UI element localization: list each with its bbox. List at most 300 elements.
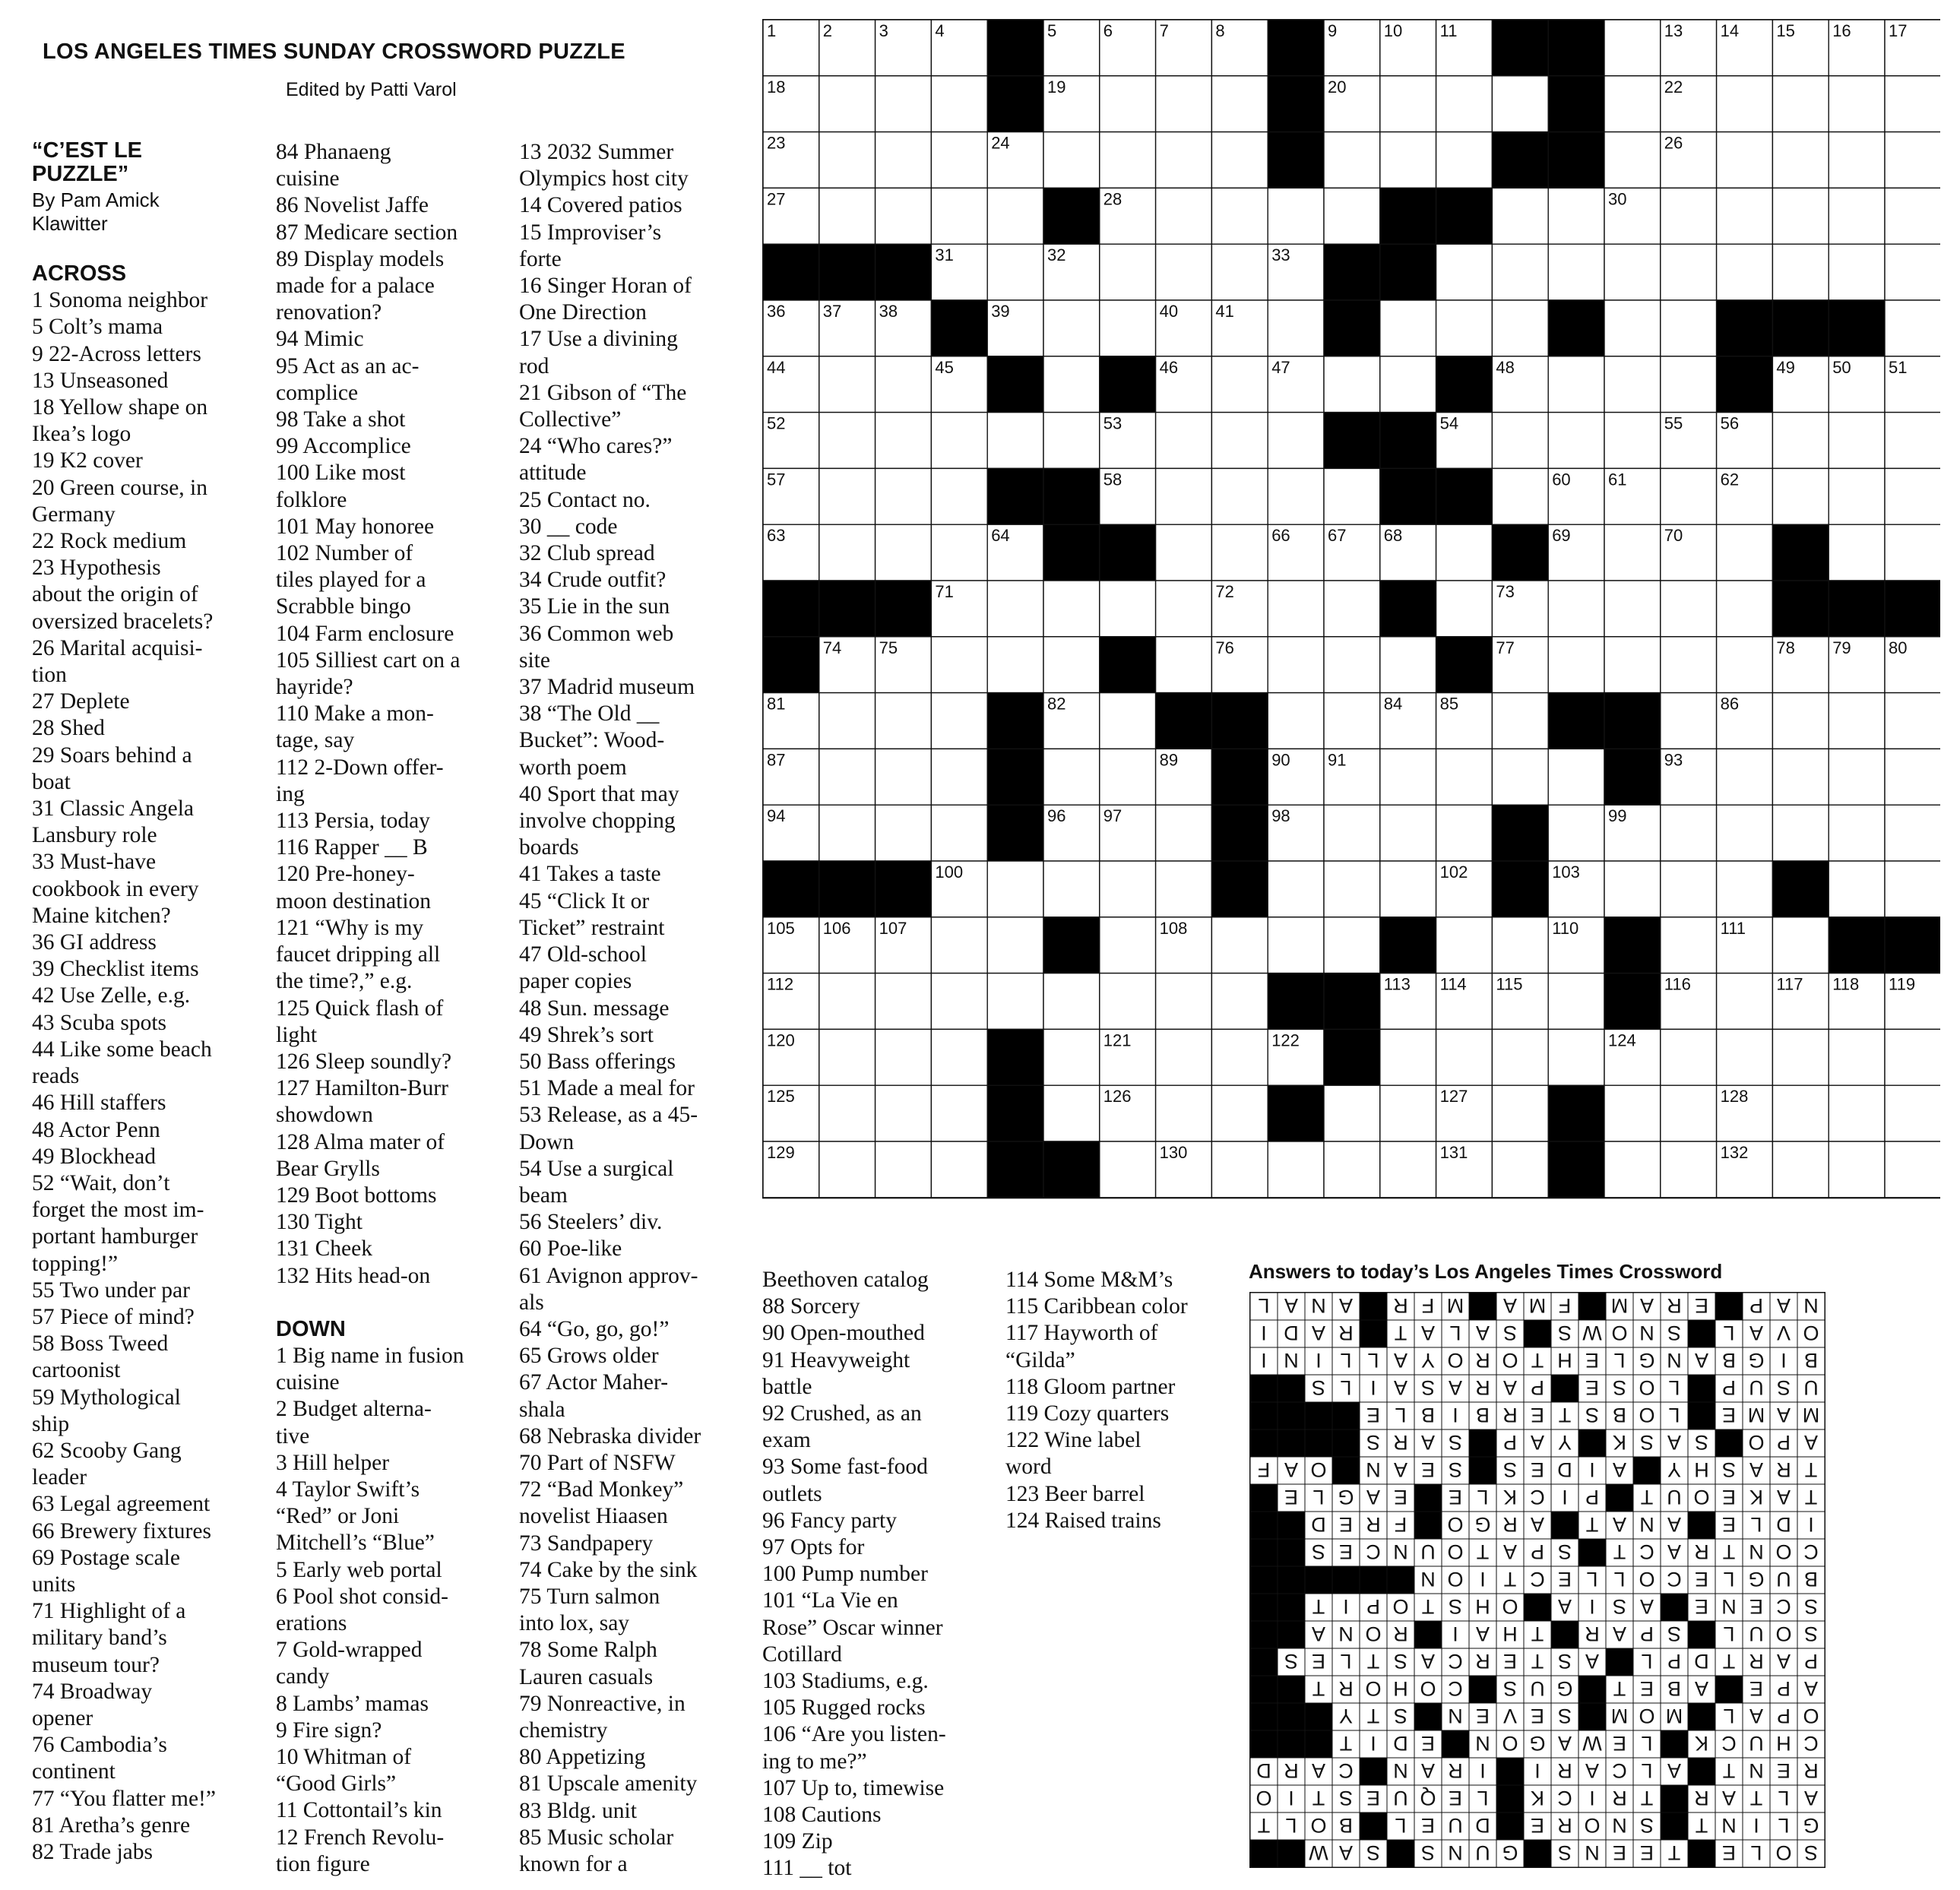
grid-cell[interactable] [876, 749, 932, 805]
grid-cell[interactable] [1604, 861, 1661, 917]
grid-cell[interactable] [1100, 244, 1156, 300]
grid-cell[interactable] [819, 749, 876, 805]
answer-block [1469, 1676, 1496, 1703]
grid-cell[interactable] [1661, 805, 1717, 861]
grid-cell[interactable] [1772, 1085, 1829, 1141]
grid-cell[interactable] [1211, 973, 1268, 1030]
grid-cell[interactable] [1156, 524, 1212, 581]
grid-cell[interactable] [1829, 244, 1885, 300]
cell-number: 125 [767, 1087, 795, 1106]
grid-cell[interactable] [1717, 637, 1773, 693]
grid-cell[interactable] [1043, 132, 1100, 188]
grid-cell[interactable] [876, 524, 932, 581]
grid-cell[interactable] [1324, 1141, 1380, 1198]
grid-cell[interactable] [1156, 188, 1212, 244]
grid-cell[interactable] [1661, 468, 1717, 524]
grid-cell[interactable] [1772, 1141, 1829, 1198]
grid-cell[interactable] [1156, 861, 1212, 917]
grid-cell[interactable] [1043, 749, 1100, 805]
grid-cell[interactable] [931, 693, 987, 749]
answer-letter: R [1284, 1759, 1299, 1782]
grid-cell[interactable] [1211, 76, 1268, 132]
grid-cell[interactable] [876, 468, 932, 524]
grid-cell[interactable] [1100, 581, 1156, 637]
grid-cell[interactable] [1885, 861, 1940, 917]
grid-cell[interactable] [931, 1141, 987, 1198]
grid-cell[interactable] [1043, 973, 1100, 1030]
cell-number: 61 [1608, 470, 1627, 489]
grid-cell[interactable] [1829, 749, 1885, 805]
grid-cell[interactable] [1100, 76, 1156, 132]
grid-cell[interactable] [1829, 413, 1885, 469]
grid-cell[interactable] [1772, 1029, 1829, 1085]
grid-cell[interactable] [1717, 132, 1773, 188]
grid-cell[interactable] [1100, 861, 1156, 917]
grid-cell[interactable] [1772, 188, 1829, 244]
grid-cell[interactable] [1436, 132, 1493, 188]
grid-cell[interactable] [987, 581, 1043, 637]
answer-letter: Y [1667, 1458, 1682, 1481]
answer-block [1250, 1512, 1278, 1539]
clue-line: Mitchell’s “Blue” [276, 1531, 435, 1556]
grid-cell[interactable] [1156, 1029, 1212, 1085]
grid-cell[interactable] [1100, 132, 1156, 188]
grid-cell[interactable] [1100, 1141, 1156, 1198]
grid-cell[interactable] [1380, 300, 1436, 356]
down-clues-column-5 [1005, 1267, 1233, 1534]
grid-cell[interactable] [1436, 76, 1493, 132]
grid-cell[interactable] [931, 524, 987, 581]
grid-cell[interactable] [1829, 693, 1885, 749]
grid-cell[interactable] [1548, 805, 1604, 861]
grid-cell[interactable] [1829, 188, 1885, 244]
grid-cell[interactable] [1604, 1085, 1661, 1141]
grid-cell[interactable] [1661, 244, 1717, 300]
grid-cell[interactable] [1492, 300, 1548, 356]
grid-cell[interactable] [1772, 917, 1829, 973]
grid-cell[interactable] [819, 188, 876, 244]
grid-cell[interactable] [931, 917, 987, 973]
grid-cell[interactable] [1772, 749, 1829, 805]
answer-letter: U [1530, 1677, 1545, 1700]
answer-block [1305, 1566, 1332, 1594]
grid-cell[interactable] [931, 1085, 987, 1141]
grid-cell[interactable] [1268, 188, 1324, 244]
grid-cell[interactable] [1268, 1141, 1324, 1198]
answer-letter: C [1338, 1759, 1354, 1782]
cell-number: 112 [767, 974, 794, 994]
grid-cell[interactable] [1661, 693, 1717, 749]
grid-cell[interactable] [1548, 637, 1604, 693]
grid-cell[interactable] [931, 637, 987, 693]
clue-line: ing [276, 781, 305, 806]
grid-cell[interactable] [1829, 805, 1885, 861]
grid-cell[interactable] [1548, 581, 1604, 637]
grid-cell[interactable] [1156, 468, 1212, 524]
clue-line: 106 “Are you listen- [762, 1722, 946, 1747]
grid-cell[interactable] [1268, 917, 1324, 973]
grid-cell[interactable] [987, 244, 1043, 300]
grid-cell[interactable] [987, 188, 1043, 244]
grid-cell[interactable] [1829, 1029, 1885, 1085]
grid-cell[interactable] [1492, 413, 1548, 469]
cell-number: 36 [767, 302, 786, 321]
clue-line: oversized bracelets? [32, 609, 214, 634]
grid-cell[interactable] [1661, 1141, 1717, 1198]
grid-cell[interactable] [1211, 413, 1268, 469]
grid-cell[interactable] [1380, 1029, 1436, 1085]
grid-cell[interactable] [1548, 413, 1604, 469]
grid-cell[interactable] [1604, 413, 1661, 469]
grid-cell[interactable] [1885, 76, 1940, 132]
grid-cell[interactable] [1156, 973, 1212, 1030]
block-cell [876, 581, 932, 637]
grid-cell[interactable] [876, 413, 932, 469]
grid-cell[interactable] [1436, 1029, 1493, 1085]
answer-letter: L [1613, 1349, 1626, 1372]
answer-letter: T [1257, 1814, 1271, 1837]
block-cell [1604, 917, 1661, 973]
grid-cell[interactable] [1604, 524, 1661, 581]
grid-cell[interactable] [1772, 413, 1829, 469]
grid-cell[interactable] [1324, 132, 1380, 188]
grid-cell[interactable] [1661, 300, 1717, 356]
grid-cell[interactable] [1492, 749, 1548, 805]
grid-cell[interactable] [1156, 244, 1212, 300]
grid-cell[interactable] [1436, 244, 1493, 300]
grid-cell[interactable] [931, 805, 987, 861]
block-cell [987, 20, 1043, 76]
grid-cell[interactable] [1043, 861, 1100, 917]
grid-cell[interactable] [1380, 637, 1436, 693]
grid-cell[interactable] [1492, 76, 1548, 132]
grid-cell[interactable] [1100, 917, 1156, 973]
grid-cell[interactable] [1211, 356, 1268, 413]
grid-cell[interactable] [1717, 188, 1773, 244]
clue-line: 119 Cozy quarters [1005, 1401, 1170, 1426]
grid-cell[interactable] [1548, 356, 1604, 413]
grid-cell[interactable] [1604, 300, 1661, 356]
clue-line: 129 Boot bottoms [276, 1182, 437, 1208]
answer-letter: N [1366, 1458, 1381, 1481]
grid-cell[interactable] [1268, 468, 1324, 524]
grid-cell[interactable] [1717, 805, 1773, 861]
grid-cell[interactable] [1885, 805, 1940, 861]
grid-cell[interactable] [1717, 749, 1773, 805]
grid-cell[interactable] [876, 356, 932, 413]
grid-cell[interactable] [1885, 1085, 1940, 1141]
grid-cell[interactable] [876, 693, 932, 749]
answer-letter: A [1420, 1322, 1436, 1344]
grid-cell[interactable] [1661, 1085, 1717, 1141]
grid-cell[interactable] [931, 188, 987, 244]
grid-cell[interactable] [1268, 693, 1324, 749]
grid-cell[interactable] [1043, 356, 1100, 413]
grid-cell[interactable] [1604, 637, 1661, 693]
grid-cell[interactable] [1043, 300, 1100, 356]
grid-cell[interactable] [1885, 524, 1940, 581]
grid-cell[interactable] [876, 188, 932, 244]
grid-cell[interactable] [1772, 132, 1829, 188]
answer-letter: M [1528, 1294, 1547, 1317]
grid-cell[interactable] [987, 973, 1043, 1030]
grid-cell[interactable] [819, 468, 876, 524]
grid-cell[interactable] [1211, 468, 1268, 524]
clue-line: 80 Appetizing [519, 1745, 646, 1770]
grid-cell[interactable] [1548, 1029, 1604, 1085]
grid-cell[interactable] [1661, 637, 1717, 693]
grid-cell[interactable] [1661, 188, 1717, 244]
grid-cell[interactable] [1604, 132, 1661, 188]
grid-cell[interactable] [1604, 356, 1661, 413]
grid-cell[interactable] [1156, 637, 1212, 693]
grid-cell[interactable] [1211, 244, 1268, 300]
grid-cell[interactable] [1043, 1029, 1100, 1085]
grid-cell[interactable] [1829, 76, 1885, 132]
grid-cell[interactable] [1100, 300, 1156, 356]
grid-cell[interactable] [987, 637, 1043, 693]
grid-cell[interactable] [1661, 356, 1717, 413]
grid-cell[interactable] [1156, 76, 1212, 132]
grid-cell[interactable] [1548, 244, 1604, 300]
grid-cell[interactable] [1885, 1029, 1940, 1085]
grid-cell[interactable] [1717, 76, 1773, 132]
grid-cell[interactable] [1492, 244, 1548, 300]
grid-cell[interactable] [1156, 805, 1212, 861]
grid-cell[interactable] [1548, 973, 1604, 1030]
clue-line: “Red” or Joni [276, 1504, 400, 1529]
grid-cell[interactable] [1492, 1141, 1548, 1198]
grid-cell[interactable] [1211, 524, 1268, 581]
grid-cell[interactable] [1717, 524, 1773, 581]
grid-cell[interactable] [1324, 468, 1380, 524]
grid-cell[interactable] [1548, 749, 1604, 805]
grid-cell[interactable] [819, 1141, 876, 1198]
grid-cell[interactable] [1324, 1085, 1380, 1141]
grid-cell[interactable] [819, 1029, 876, 1085]
grid-cell[interactable] [1100, 749, 1156, 805]
grid-cell[interactable] [1885, 413, 1940, 469]
grid-cell[interactable] [1268, 300, 1324, 356]
grid-cell[interactable] [876, 1029, 932, 1085]
grid-cell[interactable] [1829, 524, 1885, 581]
grid-cell[interactable] [1492, 917, 1548, 973]
grid-cell[interactable] [931, 973, 987, 1030]
grid-cell[interactable] [1268, 637, 1324, 693]
grid-cell[interactable] [1885, 749, 1940, 805]
grid-cell[interactable] [819, 76, 876, 132]
grid-cell[interactable] [819, 805, 876, 861]
grid-cell[interactable] [1100, 973, 1156, 1030]
grid-cell[interactable] [819, 356, 876, 413]
grid-cell[interactable] [1436, 300, 1493, 356]
grid-cell[interactable] [1324, 917, 1380, 973]
grid-cell[interactable] [1604, 244, 1661, 300]
grid-cell[interactable] [1380, 356, 1436, 413]
grid-cell[interactable] [1324, 861, 1380, 917]
grid-cell[interactable] [1268, 413, 1324, 469]
grid-cell[interactable] [1324, 581, 1380, 637]
grid-cell[interactable] [1211, 188, 1268, 244]
clue-line: 28 Shed [32, 716, 105, 741]
grid-cell[interactable] [1661, 1029, 1717, 1085]
grid-cell[interactable] [1661, 861, 1717, 917]
grid-cell[interactable] [1436, 581, 1493, 637]
grid-cell[interactable] [1380, 749, 1436, 805]
grid-cell[interactable] [1885, 693, 1940, 749]
grid-cell[interactable] [1661, 917, 1717, 973]
grid-cell[interactable] [1492, 468, 1548, 524]
grid-cell[interactable] [1492, 1029, 1548, 1085]
grid-cell[interactable] [1324, 637, 1380, 693]
grid-cell[interactable] [1211, 1029, 1268, 1085]
block-cell [1268, 132, 1324, 188]
grid-cell[interactable] [1436, 524, 1493, 581]
grid-cell[interactable] [931, 413, 987, 469]
grid-cell[interactable] [1380, 861, 1436, 917]
grid-cell[interactable] [1211, 132, 1268, 188]
grid-cell[interactable] [819, 693, 876, 749]
block-cell [1492, 524, 1548, 581]
grid-cell[interactable] [1885, 468, 1940, 524]
grid-cell[interactable] [1772, 693, 1829, 749]
grid-cell[interactable] [1380, 76, 1436, 132]
grid-cell[interactable] [987, 413, 1043, 469]
grid-cell[interactable] [1324, 693, 1380, 749]
clue-line: 13 2032 Summer [519, 140, 674, 164]
grid-cell[interactable] [1324, 805, 1380, 861]
grid-cell[interactable] [819, 524, 876, 581]
answer-block [1524, 1594, 1551, 1621]
grid-cell[interactable] [876, 1085, 932, 1141]
grid-cell[interactable] [1156, 581, 1212, 637]
grid-cell[interactable] [1043, 1085, 1100, 1141]
grid-cell[interactable] [1436, 917, 1493, 973]
grid-cell[interactable] [1661, 581, 1717, 637]
grid-cell[interactable] [1885, 300, 1940, 356]
clue-line: leader [32, 1465, 87, 1490]
answer-letter: R [1366, 1513, 1381, 1536]
block-cell [987, 1085, 1043, 1141]
grid-cell[interactable] [1717, 581, 1773, 637]
grid-cell[interactable] [1268, 861, 1324, 917]
answer-letter: L [1668, 1376, 1680, 1399]
cell-number: 93 [1664, 750, 1683, 770]
grid-cell[interactable] [1885, 244, 1940, 300]
grid-cell[interactable] [1772, 244, 1829, 300]
grid-cell[interactable] [1380, 132, 1436, 188]
grid-cell[interactable] [1100, 693, 1156, 749]
grid-cell[interactable] [1156, 413, 1212, 469]
grid-cell[interactable] [1156, 132, 1212, 188]
grid-cell[interactable] [1436, 749, 1493, 805]
grid-cell[interactable] [987, 861, 1043, 917]
grid-cell[interactable] [1829, 1085, 1885, 1141]
grid-cell[interactable] [1380, 805, 1436, 861]
grid-cell[interactable] [1043, 581, 1100, 637]
grid-cell[interactable] [931, 468, 987, 524]
grid-cell[interactable] [819, 973, 876, 1030]
grid-cell[interactable] [931, 76, 987, 132]
grid-cell[interactable] [931, 132, 987, 188]
block-cell [1324, 300, 1380, 356]
answer-letter: I [1343, 1595, 1349, 1618]
grid-cell[interactable] [1717, 1029, 1773, 1085]
grid-cell[interactable] [1604, 581, 1661, 637]
grid-cell[interactable] [1717, 861, 1773, 917]
answer-letter: G [1748, 1568, 1765, 1591]
grid-cell[interactable] [819, 1085, 876, 1141]
grid-cell[interactable] [819, 413, 876, 469]
grid-cell[interactable] [1885, 132, 1940, 188]
grid-cell[interactable] [1436, 805, 1493, 861]
cell-number: 79 [1832, 638, 1851, 657]
clue-line: showdown [276, 1103, 373, 1128]
grid-cell[interactable] [876, 76, 932, 132]
grid-cell[interactable] [1604, 20, 1661, 76]
grid-cell[interactable] [1211, 917, 1268, 973]
grid-cell[interactable] [1885, 188, 1940, 244]
grid-cell[interactable] [1829, 861, 1885, 917]
answer-block [1250, 1566, 1278, 1594]
answer-block [1250, 1539, 1278, 1566]
grid-cell[interactable] [1324, 356, 1380, 413]
cell-number: 96 [1047, 806, 1066, 826]
grid-cell[interactable] [1829, 468, 1885, 524]
grid-cell[interactable] [987, 917, 1043, 973]
grid-cell[interactable] [1156, 1085, 1212, 1141]
grid-cell[interactable] [1604, 76, 1661, 132]
grid-cell[interactable] [876, 973, 932, 1030]
grid-cell[interactable] [1268, 581, 1324, 637]
grid-cell[interactable] [1772, 805, 1829, 861]
grid-cell[interactable] [931, 1029, 987, 1085]
answer-letter: U [1475, 1841, 1490, 1864]
grid-cell[interactable] [1043, 413, 1100, 469]
cell-number: 128 [1720, 1087, 1749, 1106]
across-heading: ACROSS [32, 261, 127, 286]
grid-cell[interactable] [1829, 132, 1885, 188]
grid-cell[interactable] [931, 749, 987, 805]
grid-cell[interactable] [1772, 76, 1829, 132]
grid-cell[interactable] [1492, 188, 1548, 244]
cell-number: 45 [935, 357, 954, 377]
grid-cell[interactable] [1829, 1141, 1885, 1198]
grid-cell[interactable] [876, 1141, 932, 1198]
grid-cell[interactable] [1717, 244, 1773, 300]
grid-cell[interactable] [1211, 1085, 1268, 1141]
grid-cell[interactable] [1548, 188, 1604, 244]
puzzle-title: “C’EST LE PUZZLE” [32, 138, 143, 186]
grid-cell[interactable] [1492, 1085, 1548, 1141]
grid-cell[interactable] [1043, 637, 1100, 693]
grid-cell[interactable] [1604, 1141, 1661, 1198]
block-cell [1829, 581, 1885, 637]
grid-cell[interactable] [1885, 1141, 1940, 1198]
grid-cell[interactable] [1492, 693, 1548, 749]
grid-cell[interactable] [1772, 468, 1829, 524]
grid-cell[interactable] [1211, 1141, 1268, 1198]
grid-cell[interactable] [819, 132, 876, 188]
grid-cell[interactable] [876, 805, 932, 861]
grid-cell[interactable] [1717, 973, 1773, 1030]
answer-letter: B [1667, 1677, 1682, 1700]
crossword-grid[interactable] [762, 19, 1940, 1236]
grid-cell[interactable] [1324, 188, 1380, 244]
grid-cell[interactable] [1380, 1141, 1436, 1198]
grid-cell[interactable] [876, 132, 932, 188]
grid-cell[interactable] [1380, 1085, 1436, 1141]
